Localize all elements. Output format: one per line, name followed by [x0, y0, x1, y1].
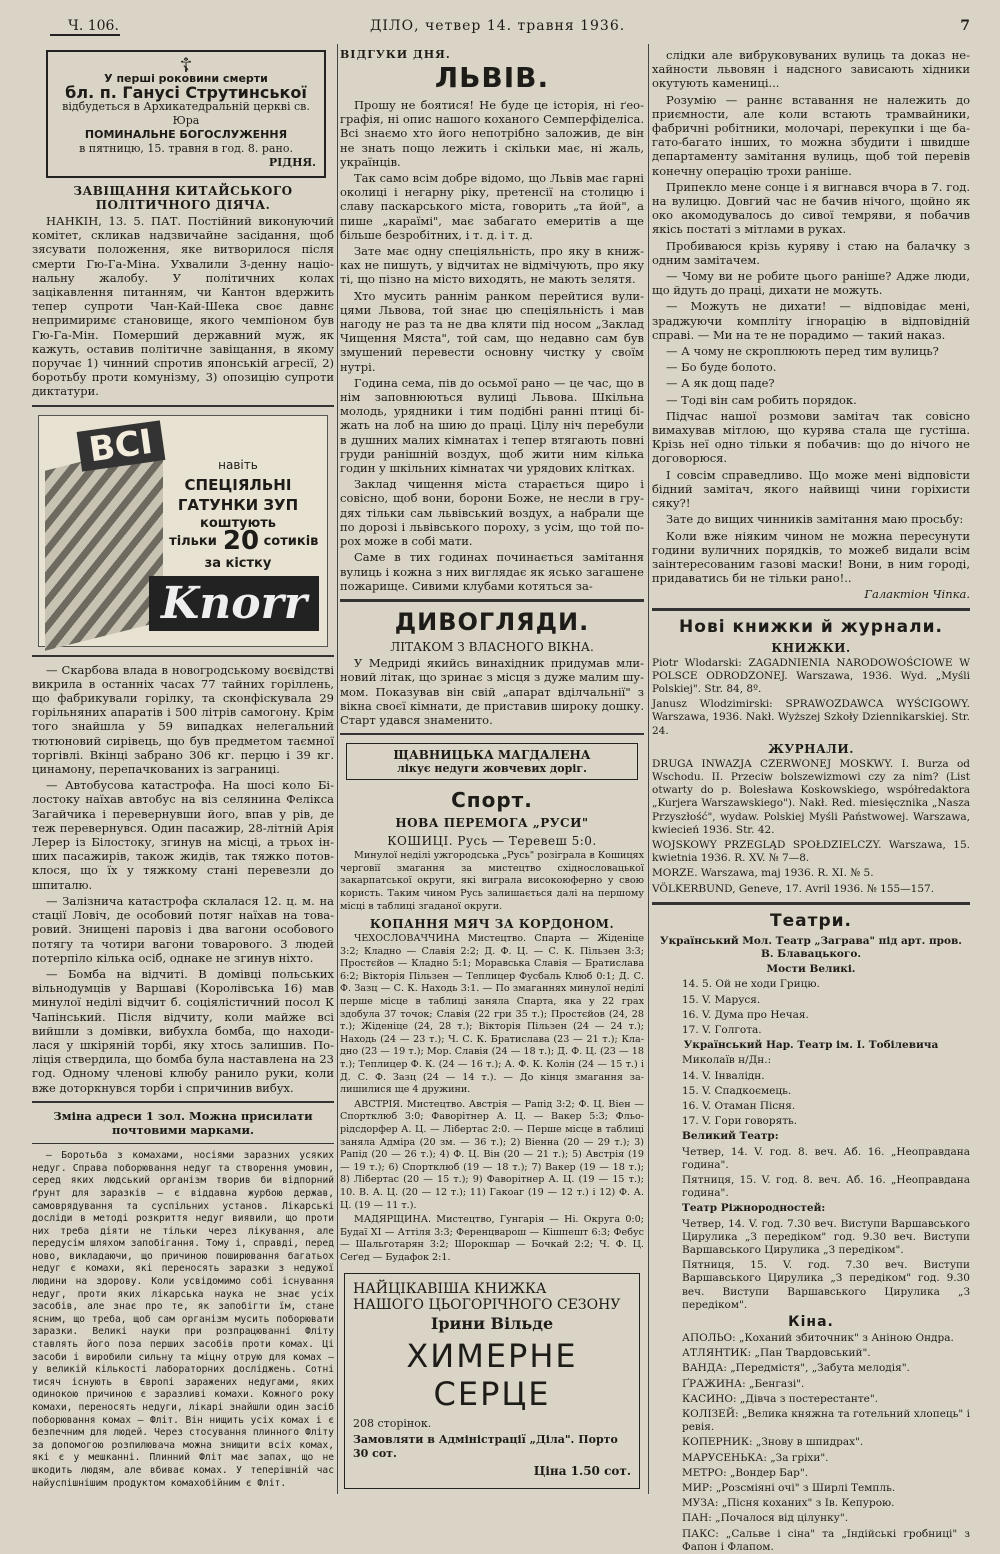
theatre-name: Театр Ріжнородностей: [682, 1202, 826, 1215]
lviv-paragraph: Заклад чищення міста старається щиро і совісно, щоб вони, борони Боже, не несли в грудях тільки сам львівський воздух, а набрали ще по дорозі і львівського пороху, з усім, що той порох може в собі мати. [340, 477, 644, 549]
theatre-row: 16. V. Отаман Пісня. [682, 1100, 796, 1112]
obituary-service: ПОМИНАЛЬНЕ БОГОСЛУЖЕННЯ [84, 128, 288, 141]
journals-subhead: ЖУРНАЛИ. [768, 741, 854, 756]
knorr-vsi: ВСІ [77, 420, 165, 471]
book-author: Ірини Вільде [430, 1313, 554, 1333]
flies-article: — Боротьба з комахами, носіями заразних усяких недуг. Справа поборювання недуг та створення умовин, серед яких людський організм творив би відпорний ґрунт для заразків — є віддавна журбою держав, самоврядування та суспільних установ. Лікарські досліди в методі розкриття недуг виявили, що проти них треба діяти не тільки через лікування, але передусім шляхом запобігання. Тому і, справді, перед ново, викладаючи, що причиною поширювання багатьох недуг є комахи, які переносять заразки з недужої людини на здорову. Коли усвідомимо собі існування недуг, проти яких лікарська наука не знає усіх засобів, але знає про те, як запобігти їм, стане ясним, що треба, щоб сам організм мусить поборювати заразки. Великі науки при розпрацюванні Фліту ставлять його поза перших засобів проти комах. Ці засоби і виробили сильну та міцну отрую для комах — у великій кількості лабораторних досліджень. Сотні тисяч існують в Європі заражених недугами, яких одинокою причиною є заразливі комахи. Кожного року комахи, переносять недуги, лікарі знайшли один засіб поборювання комах — Фліт. Він нищить усіх комах і є безпечним для людей. Через стосування плинного Фліту за допомогою розпилювача можна знищити всіх комах, які є у мешканні. Плинний Фліт має запах, що не шкодить людям, але вбиває комах. У теперішній час найуспішнішим продуктом комахобійним є Фліт. [32, 1150, 334, 1489]
knorr-l6: сотиків [263, 533, 319, 549]
book-advertisement [344, 1273, 640, 1489]
theatre-row: 14. 5. Ой не ходи Грицю. [682, 978, 820, 991]
divider [32, 1101, 334, 1103]
theatre-row: 14. V. Інвалідн. [682, 1069, 765, 1082]
cinema-row: ҐРАЖИНА: „Бенгазі". [682, 1377, 805, 1390]
divider [32, 1143, 334, 1144]
theatre-row: Пятниця, 15. V. год. 8. веч. Аб. 16. „Неоправдана година". [682, 1174, 970, 1200]
cinema-row: ВАНДА: „Передмістя", „Забута мелодія". [682, 1362, 910, 1375]
knorr-price: 20 [222, 525, 260, 556]
sport-head-1: НОВА ПЕРЕМОГА „РУСИ" [395, 816, 589, 831]
cinema-row: КАСИНО: „Дівча з постерестанте". [682, 1392, 879, 1405]
knorr-l3: ГАТУНКИ ЗУП [177, 495, 299, 514]
sport-paragraph: АВСТРІЯ. Мистецтво. Австрія — Рапід 3:2; Ф. Ц. Віен — Спортклюб 3:0; Фаворітнер А. Ц. — Вакер 5:3; Фльорідсдорфер А. Ц. — Лібертас 2:0. — Перше місце в таблиці заняла Адміра (20 зм. — 36 т.); 2) Віенна (20 — 29 т.); 3) Рапід (20 — 26 т.); 4) Ф. Ц. Він (20 — 21 т.); 5) Австрія (19 — 19 т.); 6) Спортклюб (19 — 18 т.); 7) Вакер (19 — 18 т.); 8) Лібертас (20 — 15 т.); 9) Фаворітнер А. Ц. (19 — 15 т.); 10. В. А. Ц. (20 — 12 т.); 11) Гакоаг (19 — 12 т.) і 12) Ф. А. Ц. (19 — 11 т.). [340, 1098, 644, 1211]
cinema-row: МУЗА: „Пісня коханих" з Ів. Кепурою. [682, 1497, 895, 1510]
lviv-paragraph: Зате має одну спеціяльність, про яку в книжках не пишуть, у відчитах не відмічують, про яку ті, що пізно на місто виходять, не мають зелятя. [340, 244, 644, 287]
column-divider [648, 44, 649, 1494]
divider [32, 405, 334, 407]
section-label: ВІДГУКИ ДНЯ. [340, 48, 451, 61]
page-header [50, 18, 970, 40]
divider [32, 655, 334, 657]
book-price: Ціна 1.50 сот. [533, 1463, 631, 1478]
news-item: — Залізнича катастрофа склалася 12. ц. м. на стації Ловіч, де особовий потяг наїхав на товаровий. Знищені паровіз і два вагони особового потягу та чотири вагони товарового. 3 людей потерпіло кілька осіб, однаке не згинув ніхто. [32, 893, 334, 965]
obituary-line2: відбудеться в Архикатедральній церкві св. Юра [62, 100, 310, 127]
knorr-l7: за кістку [204, 555, 272, 571]
obituary-notice [46, 50, 326, 178]
theatre-row: Пятниця, 15. V. год. 7.30 веч. Виступи Варшавського Цирулика „З передіком" год. 9.30 веч. Виступи Варшавського Цирулика „З передіком". [682, 1259, 970, 1311]
book-ad-line1: НАЙЦІКАВІША КНИЖКА [353, 1280, 547, 1297]
orthodox-cross-icon: ☦ [179, 53, 193, 77]
sport-title: Спорт. [451, 788, 533, 813]
lviv-paragraph: Зате до вищих чинників замітання маю просьбу: [666, 512, 964, 527]
lviv-paragraph: — Можуть не дихати! — відповідає мені, зраджуючи компліту ігнорацію в відповідній справі. — Ми на те не порадимо — такий наказ. [652, 299, 970, 342]
journal-entry: WOJSKOWY PRZEGLĄD SPOŁDZIELCZY. Warszawa, 15. kwietnia 1936. R. XV. № 7—8. [652, 838, 970, 865]
news-item: — Автобусова катастрофа. На шосі коло Білостоку наїхав автобус на віз селянина Фелікса Загайчика і перевернувши його, впав у рів, де теж перевернувся. Один пасажир, 28-літній Арія Лерер із Білостоку, згинув на місці, а трьох інших пасажирів, також жидів, так тяжко потовклося, що їх у тяжкому стані перевезли до шпиталю. [32, 778, 334, 892]
lviv-paragraph: — А чому не скроплюють перед тим вулиць? [666, 344, 939, 359]
sport-paragraph: Минулої неділі ужгородська „Русь" розіграла в Кошицях черговії змагання за мистецтво східнословацької закарпатської округи, які виграла високоюферно у свою користь. Таким чином Русь залишається далі на першому місці в таблиці згаданої округи. [340, 850, 644, 912]
lviv-paragraph: І совсім справедливо. Що може мені відповісти бідний замітач, якого найвищі чини горіхисти сяку?! [652, 467, 970, 511]
lviv-paragraph: — Бо буде болото. [666, 360, 777, 375]
obituary-signature: РІДНЯ. [268, 156, 316, 169]
books-subhead: КНИЖКИ. [771, 640, 851, 655]
news-item: — Бомба на відчиті. В домівці польських вільнодумців у Варшаві (Королівська 16) мав минулої неділі відчит б. соціялістичний посол К Чапінський. Після відчиту, коли майже всі вийшли з домівки, вибухла бомба, що находилася у шкіряній торбі, яку хтось залишив. Поліція ствердила, що бомба була наставлена на 23 год. Одному членові клюбу ранило руки, коли вже доторкнувся торби і спричинив вибух. [32, 966, 334, 1095]
theatre-row: 15. V. Спадкоємець. [682, 1084, 792, 1097]
lviv-paragraph: Так само всім добре відомо, що Львів має гарні околиці і негарну ріку, претенсії на столицю і славу паскарського міста, говорить „та йой", а пише „караїмі", має забагато емеритів а ще більше безробітних, і т. д. і т. д. [340, 171, 644, 242]
divohliady-subtitle: ЛІТАКОМ З ВЛАСНОГО ВІКНА. [390, 639, 594, 654]
theatres-title: Театри. [770, 910, 852, 931]
sport-head-3: КОПАННЯ МЯЧ ЗА КОРДОНОМ. [369, 917, 615, 932]
lviv-paragraph: Прошу не боятися! Не буде це історія, ні ґеографія, ні опис нашого кохaного Семперфіделіса. Всі знаємо хто його непотрібно заложив, де він не знать пощо лежить і скільки має, ні жаль, українців. [340, 98, 644, 169]
cinema-row: ПАН: „Почалося від цілунку". [682, 1512, 849, 1525]
magdalena-claim: лікує недуги жовчевих доріг. [396, 762, 588, 776]
sport-paragraph: ЧЕХОСЛОВАЧЧИНА Мистецтво. Спарта — Жіденіце 3:2; Кладно — Славія 2:2; Д. Ф. Ц. — С. К. Пільзен 3:3; Простєйов — Кладно 5:1; Моравська Славія — Братислава 6:2; Вікторія Пільзен — Теплицер Фусбаль Клюб 0:1; Д. С. Ф. Зазц — С. К. Находь 3:1. — По змаганнях минулої неділі перше місце в таблиці заняла Спарта, яка у 22 грах здобула 37 точок; Славія (22 гри 35 т.); Простєйов (24, 28 т.); Жіденіце (24, 28 т.); Вікторія Пільзен (24 — 24 т.); Находь (24 — 23 т.); Ч. С. К. Братислава (23 — 21 т.); Кладно (23 — 19 т.); Мор. Славія (24 — 18 т.); Д. Ф. Ц. (23 — 18 т.); Теплицер Ф. К. (24 — 16 т.); А. Ф. К. Колін (24 — 15 т.) і Д. С. Ф. Зазц (24 — 14 т.). — До кінця змагання залишилися ще 4 дружини. [340, 933, 644, 1096]
obituary-line1: У перші роковини смерти [104, 72, 268, 85]
book-title: ХИМЕРНЕ СЕРЦЕ [406, 1336, 578, 1413]
divider [340, 599, 644, 602]
theatre-row: 17. V. Гори говорять. [682, 1115, 798, 1128]
theatre-name: Український Нар. Театр ім. І. Тобілевича [683, 1039, 939, 1052]
knorr-l1: навіть [218, 457, 258, 472]
testament-title: ЗАВІЩАННЯ КИТАЙСЬКОГО ПОЛІТИЧНОГО ДІЯЧА. [73, 184, 293, 212]
cinema-row: КОПЕРНИК: „Знову в шпидрах". [682, 1436, 864, 1449]
theatre-place: Миколаїв н/Дн.: [682, 1054, 772, 1067]
lviv-paragraph: слідки але вибруковуваних вулиць та доказ нехайности львовян і надсного зависають хідники окутують камениці... [652, 48, 970, 91]
magdalena-name: ЩАВНИЦЬКА МАГДАЛЕНА [393, 748, 591, 763]
cinema-row: МИР: „Розсміяні очі" з Ширлі Темпль. [682, 1482, 896, 1495]
divohliady-body: У Медриді якийсь винахідник придумав млиновий літак, що зринає з місця з дуже малим шумом. Показував він свій „апарат вділчальнії" з вікна своєї кімнати, де приставив широку дошку. Старт удався знаменито. [340, 656, 644, 727]
knorr-l5: тільки [169, 533, 217, 549]
masthead-date: ДІЛО, четвер 14. травня 1936. [370, 18, 626, 34]
books-title: Нові книжки й журнали. [679, 616, 943, 637]
divider [340, 733, 644, 735]
obituary-name: бл. п. Ганусі Струтинської [65, 83, 307, 102]
lviv-paragraph: Коли вже ніяким чином не можна пересунути години вуличних порядків, то можеб видали всім заінтересованим газові маски! Вони, в ним городі, придаватись би не тільки рано!.. [652, 528, 970, 586]
cinema-row: МЕТРО: „Вондер Бар". [682, 1466, 809, 1479]
page-number: 7 [960, 18, 970, 34]
theatre-row: 17. V. Голгота. [682, 1023, 762, 1036]
cinema-row: АТЛЯНТИК: „Пан Твардовський". [682, 1347, 871, 1360]
theatre-place: Мости Великі. [766, 963, 856, 976]
book-pages: 208 сторінок. [353, 1416, 432, 1430]
cinema-row: КОЛІЗЕЙ: „Велика княжна та готельний хлопець" і ревія. [682, 1408, 970, 1434]
news-item: — Скарбова влада в новогродському воєвідстві викрила в останніх часах 77 тайних горіллень, що фабрикували горілку, та сконфіскувала 29 горільняних апаратів і 500 літрів самогону. Крім того знайшла у 59 випадках нелегальний тютюновий сирівець, що був предметом таємної торгівлі. Вкінці забрано 306 кг. перцю і 39 кг. цинамону, перепачкованих із заграниці. [32, 662, 334, 777]
lviv-paragraph: Пробиваюся крізь куряву і стаю на балачку з одним замітачем. [652, 238, 970, 267]
news-list [32, 663, 334, 1095]
testament-body: НАНКІН, 13. 5. ПАТ. Постійний виконуючий комітет, скликав надзвичайне засідання, щоб зясувати положення, яке витворилося після смерти Гю-Га-Міна. Ухвалили 3-денну національну жалобу. У політичних колах зацікавлення питанням, чи Кантон вдержить тепер супроти Чан-Кай-Шека своє давнє непримиримє становище, якого чемпіоном був Гю-Га-Мін. Померший державний муж, як кажуть, оставив політичне завіщання, в якому поручає 1) чинний спротив японській агресії, 2) боротьбу проти комунізму, 3) опозицію супроти диктатури. [32, 214, 334, 399]
book-entry: Piotr Wlodarski: ZAGADNIENIA NARODOWOŚCIOWE W POLSCE ODRODZONEJ. Warszawa, 1936. Wyd. „Myśli Polskiej". Str. 84, 8º. [652, 656, 970, 695]
lviv-paragraph: Розумію — раннє вставання не належить до приємности, але коли встають трамвайники, фабричні робітники, молочарі, перекупки і ще багато-багато інших, то можна збудити і швидше департаменту замітання вулиць, щоб той перевів конечну операцію трохи раніше. [652, 92, 970, 178]
journal-entry: MORZE. Warszawa, maj 1936. R. XI. № 5. [652, 867, 874, 880]
knorr-advertisement [38, 415, 328, 647]
column-1 [32, 48, 334, 1488]
sport-head-2: КОШИЦІ. Русь — Теревеш 5:0. [387, 834, 597, 849]
theatre-row: Четвер, 14. V. год. 7.30 веч. Виступи Варшавського Цирулика „З передіком" год. 9.30 веч. Виступи Варшавського Цирулика „З передіком". [682, 1217, 970, 1257]
header-rule [50, 34, 120, 36]
lviv-title: ЛЬВІВ. [434, 61, 550, 94]
lviv-paragraph: Година сема, пів до осьмої рано — це час, що в нім заповнюються вулиці Львова. Шкільна молодь, урядники і тим подібні ранні птиці біжать на лоб на шию до праці. Цілу ніч перебули в душних малих кімнатах і тепер втягають повні груди ранішній воздух, щоб жити ним кілька годин у шкільних кімнатах чи урядових клітках. [340, 375, 644, 476]
journal-entry: VÖLKERBUND, Geneve, 17. Avril 1936. № 155—157. [652, 882, 935, 895]
book-order: Замовляти в Адміністрації „Діла". Порто 30 сот. [353, 1433, 618, 1461]
book-entry: Janusz Wlodzimirski: SPRAWOZDAWCA WYŚCIGOWY. Warszawa, 1936. Nakł. Wyższej Szkoły Dziennikarskiej. Str. 24. [652, 698, 970, 737]
soup-boxes-illustration [45, 441, 163, 650]
divider [652, 608, 970, 611]
lviv-signature: Галактіон Чіпка. [864, 587, 970, 602]
theatre-row: Четвер, 14. V. год. 8. веч. Аб. 16. „Неоправдана година". [682, 1145, 970, 1171]
address-change-note: Зміна адреси 1 зол. Можна присилати почтовими марками. [53, 1108, 313, 1137]
theatre-row: 15. V. Маруся. [682, 993, 761, 1006]
knorr-l4: коштують [200, 515, 276, 531]
lviv-paragraph: — Тоді він сам робить порядок. [666, 392, 857, 407]
issue-number: Ч. 106. [68, 18, 119, 34]
divider [652, 902, 970, 905]
lviv-paragraph: — Чому ви не робите цього раніше? Адже люди, що йдуть до праці, дихати не можуть. [652, 269, 970, 298]
column-2 [340, 48, 644, 1488]
cinema-row: АПОЛЬО: „Коханий збиточник" з Аніною Ондра. [682, 1332, 954, 1345]
lviv-paragraph: Хто мусить раннім ранком перейтися вулицями Львова, той знає цю спеціяльність і мав нагоду не раз та не два кляти під носом „Заклад Чищення Мяста", той сам, що недавно сам був змушений перевести основну чистку у своїм нутрі. [340, 288, 644, 374]
column-divider [337, 44, 338, 1494]
journal-entry: DRUGA INWAZJA CZERWONEJ MOSKWY. I. Burza od Wschodu. II. Przeciw bolszewizmowi czy za nim? (List otwarty do p. Bolesława Koskowskiego, współredaktora „Kurjera Warszawskiego"). Nakł. Red. miesięcznika „Nasza Przyszłość", wydaw. Polskiej Myśli Państwowej. Warszawa, kwiecień 1936. Str. 42. [652, 757, 970, 836]
book-ad-line2: НАШОГО ЦЬОГОРІЧНОГО СЕЗОНУ [353, 1296, 621, 1313]
cinema-row: ПАКС: „Сальве і сіна" та „Індійські гробниці" з Фапон і Флапом. [682, 1527, 970, 1553]
cinema-title: Кіна. [788, 1314, 834, 1331]
magdalena-advertisement [346, 743, 638, 780]
sport-paragraph: МАДЯРЩИНА. Мистецтво, Гунгарія — Ні. Округа 0:0; Будаї XI — Аттіля 3:3; Ференцварош — Кішпешт 6:3; Фебус — Шальготарян 3:2; Шорокшар — Бочкай 2:2; Ч. Ф. Ц. Сеґед — Будафок 2:1. [340, 1214, 644, 1263]
obituary-line3: в пятницю, 15. травня в год. 8. рано. [79, 142, 293, 155]
cinema-row: МАРУСЕНЬКА: „За гріхи". [682, 1451, 829, 1464]
lviv-paragraph: Підчас нашої розмови замітач так совісно вимахував мітлою, що курява стала ще густіша. Крізь неї одно тільки я побачив: що до нічого не договорюся. [652, 408, 970, 466]
lviv-paragraph: — А як дощ паде? [666, 376, 775, 391]
theatre-name: Великий Театр: [682, 1130, 779, 1143]
lviv-paragraph: Припекло мене сонце і я вигнався вчора в 7. год. на вулицю. Довгий час не бачив нічого, щойно як око акомодувалось до сивої темряви, я побачив якісь постаті з мітлами в руках. [652, 179, 970, 237]
lviv-paragraph: Саме в тих годинах починається замітання вулиць і кожна з них виглядає як ясько загашене пожарище. Сивими клубами котяться за- [340, 550, 644, 593]
knorr-logo: Knorr [149, 576, 319, 631]
theatre-name: Український Мол. Театр „Заграва" під арт. пров. В. Блавацького. [660, 934, 962, 960]
column-3 [652, 48, 970, 1553]
knorr-l2: СПЕЦІЯЛЬНІ [184, 475, 292, 494]
divohliady-title: ДИВОГЛЯДИ. [394, 607, 590, 636]
theatre-row: 16. V. Дума про Нечая. [682, 1008, 809, 1021]
